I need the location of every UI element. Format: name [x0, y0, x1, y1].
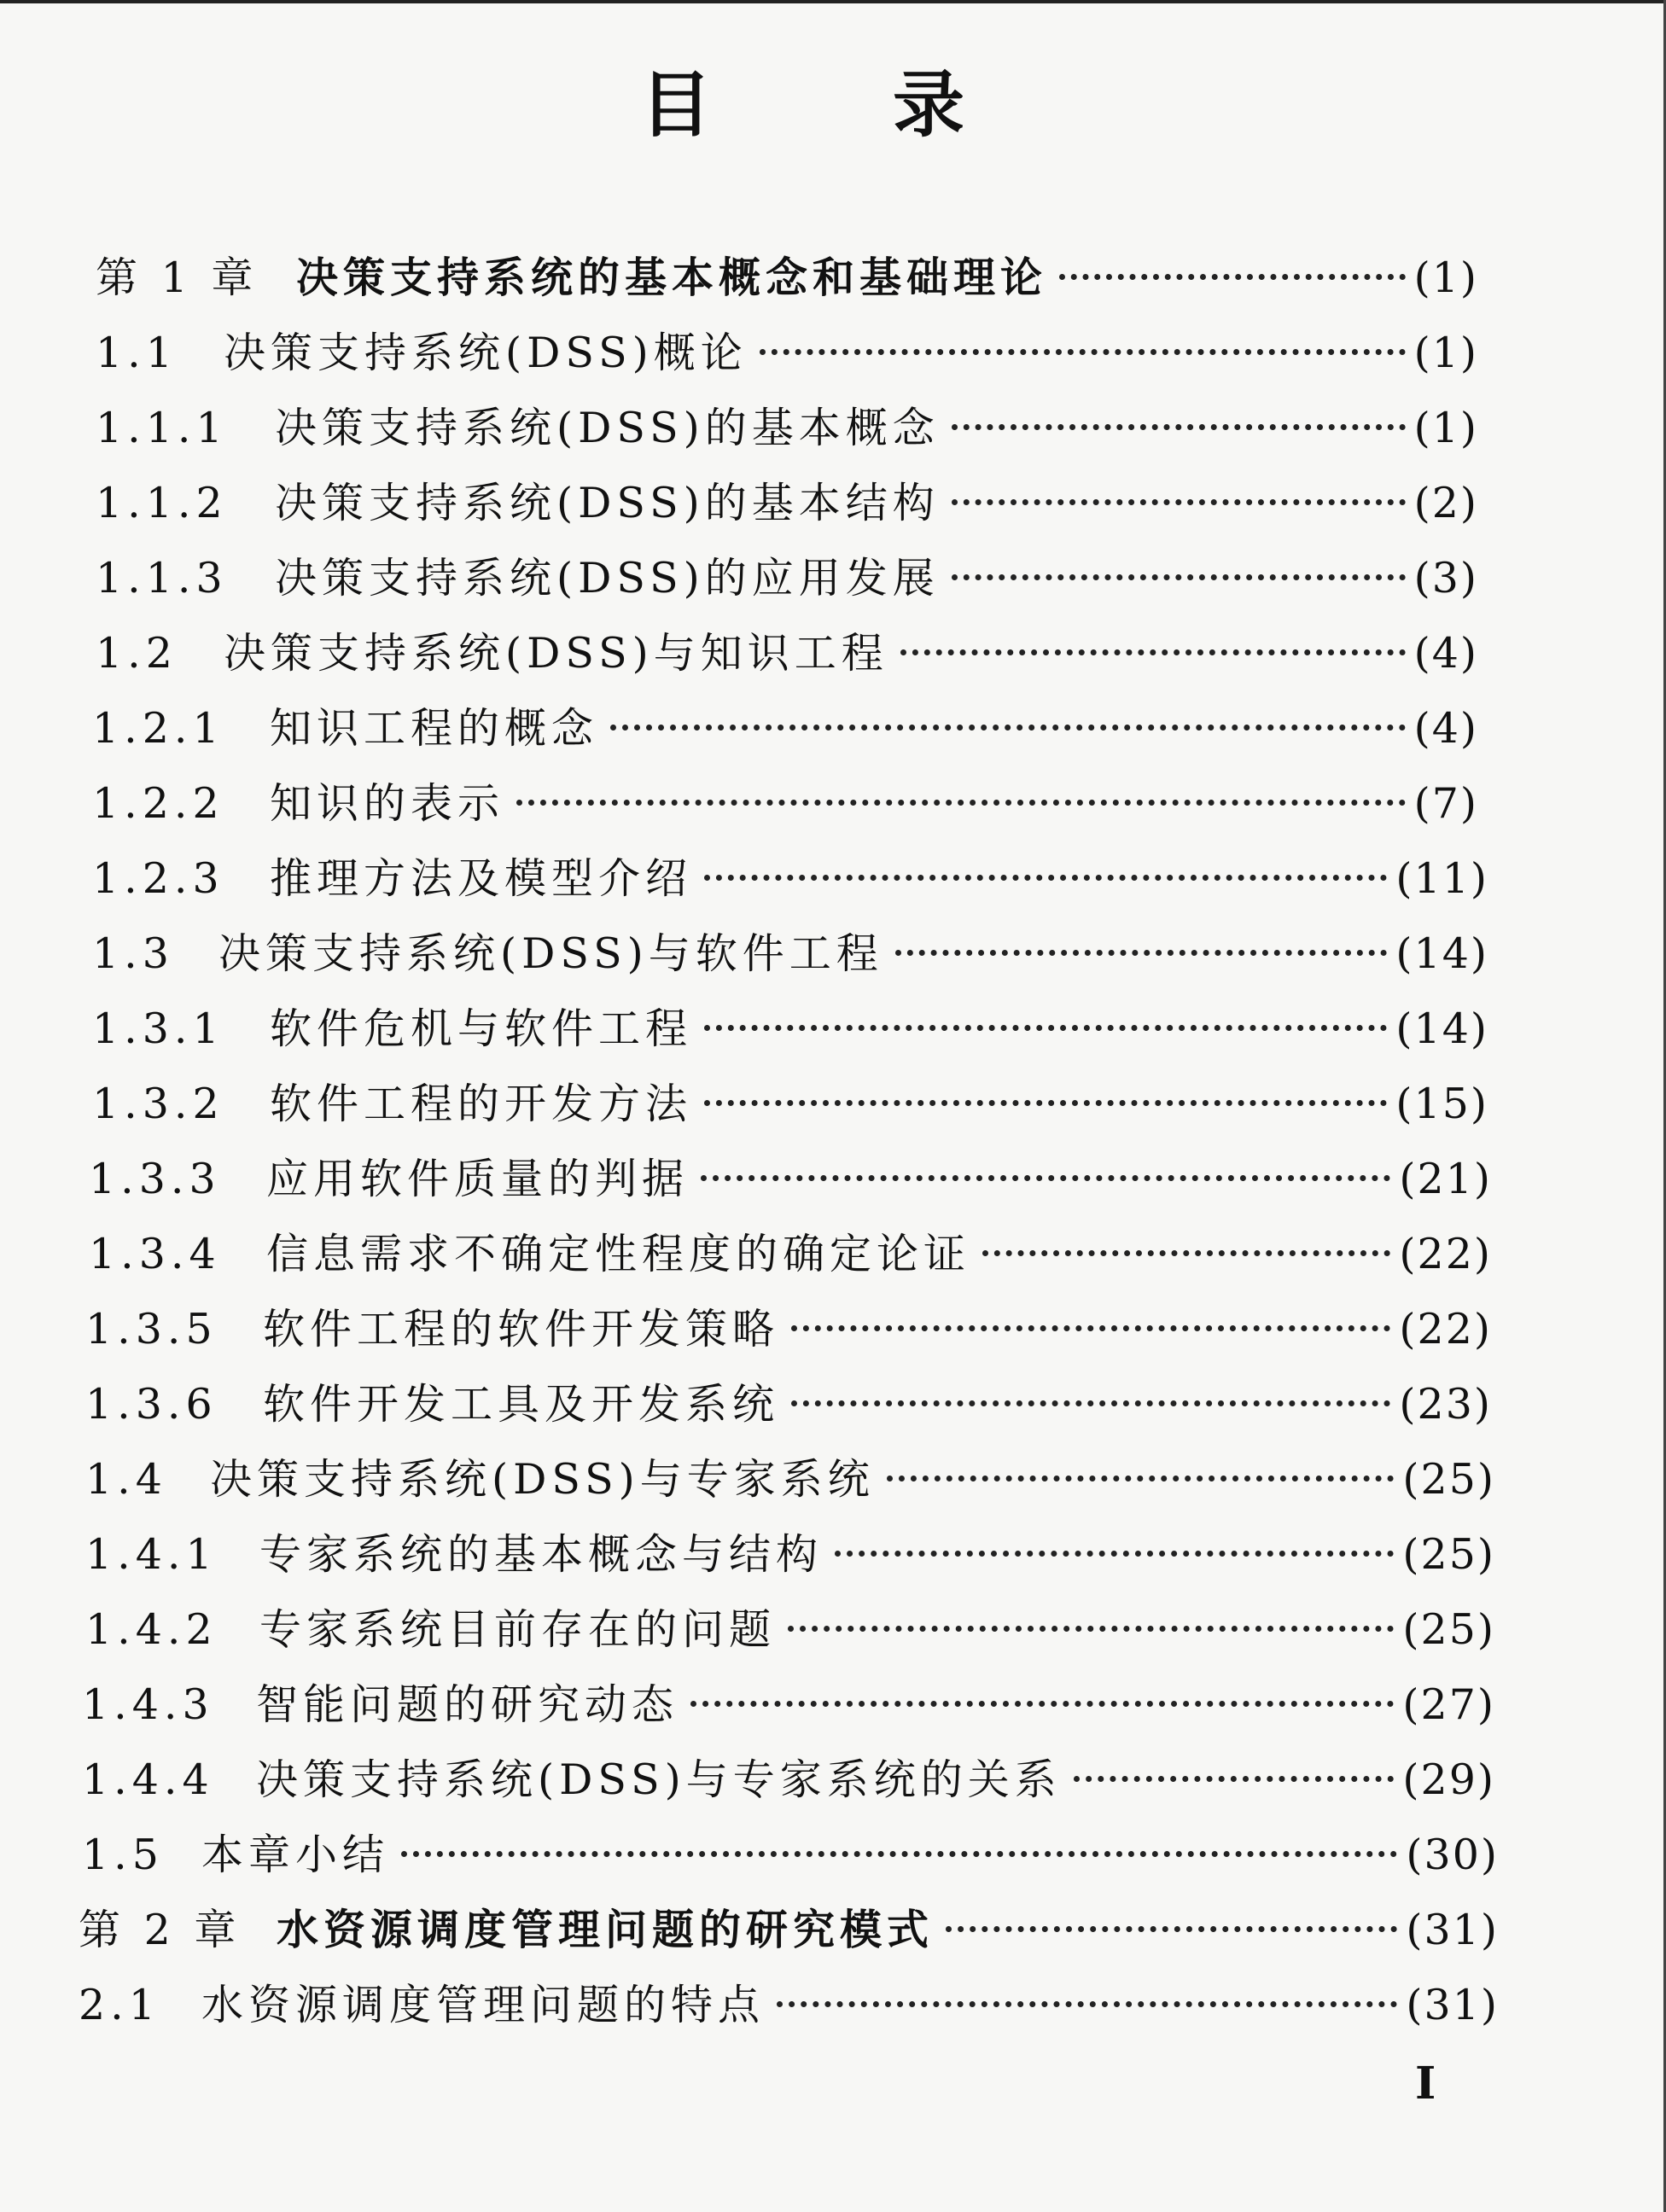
toc-entry-1-4	[85, 1449, 1495, 1511]
toc-entry-page: (31)	[1406, 1981, 1499, 2029]
toc-entry-page: (4)	[1413, 704, 1478, 753]
toc-leader-dots	[791, 1325, 1390, 1331]
toc-leader-dots	[610, 725, 1406, 731]
toc-entry-title: 决策支持系统的基本概念和基础理论	[296, 253, 1048, 302]
toc-entry-title: 决策支持系统(DSS)与软件工程	[218, 929, 883, 978]
toc-entry-title: 软件危机与软件工程	[270, 1004, 693, 1053]
toc-entry-number: 1.4.1	[85, 1530, 218, 1579]
toc-entry-title: 决策支持系统(DSS)的基本结构	[275, 479, 940, 527]
toc-entry-1-3-6	[85, 1374, 1492, 1435]
toc-entry-1-2-2	[92, 773, 1478, 835]
toc-leader-dots	[704, 875, 1387, 881]
toc-entry-1-3-5	[85, 1299, 1492, 1360]
toc-entry-number: 1.4.3	[82, 1680, 214, 1729]
toc-entry-page: (11)	[1395, 854, 1488, 903]
toc-entry-chapter-1	[96, 247, 1478, 309]
toc-entry-page: (1)	[1413, 329, 1478, 377]
toc-entry-1-3-4	[89, 1224, 1492, 1285]
toc-entry-page: (3)	[1413, 554, 1478, 602]
toc-entry-page: (30)	[1406, 1831, 1499, 1879]
toc-entry-title: 信息需求不确定性程度的确定论证	[266, 1230, 971, 1278]
toc-entry-number: 1.4.4	[82, 1755, 214, 1804]
toc-entry-title: 知识的表示	[270, 779, 505, 828]
toc-entry-page: (27)	[1402, 1680, 1495, 1729]
toc-entry-number: 1.3.5	[85, 1305, 218, 1353]
toc-entry-page: (2)	[1413, 479, 1478, 527]
toc-entry-page: (25)	[1402, 1455, 1495, 1504]
toc-leader-dots	[1074, 1776, 1395, 1782]
toc-leader-dots	[401, 1851, 1397, 1857]
toc-leader-dots	[946, 1926, 1397, 1932]
toc-leader-dots	[835, 1551, 1394, 1557]
toc-entry-number: 第 2 章	[79, 1906, 242, 1954]
title-char-1: 目	[640, 63, 713, 147]
toc-entry-1-2-1	[92, 698, 1478, 760]
toc-leader-dots	[982, 1250, 1390, 1256]
toc-entry-1-3-3	[89, 1149, 1492, 1210]
toc-entry-number: 1.3.3	[89, 1155, 221, 1203]
toc-entry-number: 1.1.1	[96, 404, 228, 452]
toc-entry-1-5	[82, 1825, 1499, 1886]
toc-entry-chapter-2	[79, 1900, 1499, 1961]
toc-entry-number: 1.1.2	[96, 479, 228, 527]
toc-entry-number: 1.3.1	[92, 1004, 224, 1053]
toc-leader-dots	[760, 349, 1406, 355]
toc-leader-dots	[704, 1025, 1387, 1031]
toc-entry-number: 1.3.6	[85, 1380, 218, 1429]
toc-leader-dots	[704, 1100, 1387, 1106]
toc-leader-dots	[701, 1175, 1390, 1181]
toc-entry-number: 1.2.3	[92, 854, 224, 903]
title-char-2: 录	[892, 63, 964, 147]
toc-entry-1-3-1	[92, 998, 1488, 1060]
toc-entry-title: 专家系统的基本概念与结构	[259, 1530, 824, 1579]
toc-entry-title: 决策支持系统(DSS)与专家系统的关系	[256, 1755, 1062, 1804]
toc-entry-page: (23)	[1399, 1380, 1492, 1429]
toc-entry-number: 1.2	[96, 629, 178, 678]
toc-entry-number: 1.4	[85, 1455, 167, 1504]
toc-leader-dots	[895, 950, 1388, 956]
toc-entry-1-2	[96, 623, 1478, 684]
toc-entry-number: 1.1	[96, 329, 178, 377]
toc-entry-number: 1.3.2	[92, 1080, 224, 1128]
toc-entry-page: (21)	[1399, 1155, 1492, 1203]
toc-entry-page: (14)	[1395, 929, 1488, 978]
toc-leader-dots	[690, 1701, 1394, 1707]
toc-entry-number: 1.2.1	[92, 704, 224, 753]
toc-entry-title: 软件工程的开发方法	[270, 1080, 693, 1128]
toc-leader-dots	[952, 499, 1406, 505]
toc-entry-page: (31)	[1406, 1906, 1499, 1954]
toc-entry-1-4-3	[82, 1674, 1495, 1736]
toc-leader-dots	[887, 1476, 1395, 1481]
toc-entry-title: 推理方法及模型介绍	[270, 854, 693, 903]
toc-leader-dots	[791, 1400, 1390, 1406]
toc-entry-page: (14)	[1395, 1004, 1488, 1053]
toc-entry-1-4-4	[82, 1749, 1495, 1811]
page-number: I	[1415, 2058, 1436, 2110]
toc-leader-dots	[516, 800, 1406, 806]
toc-entry-page: (4)	[1413, 629, 1478, 678]
toc-entry-title: 决策支持系统(DSS)概论	[224, 329, 748, 377]
toc-entry-page: (1)	[1413, 253, 1478, 302]
toc-entry-number: 2.1	[79, 1981, 160, 2029]
toc-leader-dots	[1059, 274, 1406, 280]
toc-entry-title: 决策支持系统(DSS)与知识工程	[224, 629, 888, 678]
toc-entry-number: 1.3.4	[89, 1230, 221, 1278]
toc-entry-1-3	[92, 923, 1488, 985]
toc-entry-page: (22)	[1399, 1305, 1492, 1353]
toc-entry-page: (22)	[1399, 1230, 1492, 1278]
toc-entry-title: 智能问题的研究动态	[256, 1680, 679, 1729]
toc-leader-dots	[777, 2001, 1397, 2007]
toc-entry-title: 水资源调度管理问题的研究模式	[277, 1906, 935, 1954]
toc-leader-dots	[900, 649, 1406, 655]
toc-entry-title: 软件工程的软件开发策略	[263, 1305, 780, 1353]
toc-leader-dots	[952, 574, 1406, 580]
toc-entry-number: 1.2.2	[92, 779, 224, 828]
toc-entry-page: (25)	[1402, 1530, 1495, 1579]
toc-leader-dots	[788, 1626, 1394, 1632]
toc-entry-number: 第 1 章	[96, 253, 259, 302]
toc-entry-page: (1)	[1413, 404, 1478, 452]
toc-entry-number: 1.1.3	[96, 554, 228, 602]
toc-entry-title: 决策支持系统(DSS)的应用发展	[275, 554, 940, 602]
toc-entry-title: 知识工程的概念	[270, 704, 599, 753]
toc-entry-1-3-2	[92, 1074, 1488, 1135]
toc-entry-page: (15)	[1395, 1080, 1488, 1128]
toc-entry-title: 决策支持系统(DSS)与专家系统	[210, 1455, 875, 1504]
toc-entry-title: 软件开发工具及开发系统	[263, 1380, 780, 1429]
toc-entry-2-1	[79, 1975, 1499, 2036]
toc-entry-1-4-2	[85, 1599, 1495, 1661]
toc-entry-number: 1.3	[92, 929, 174, 978]
toc-entry-1-1-2	[96, 473, 1478, 534]
toc-entry-title: 水资源调度管理问题的特点	[201, 1981, 766, 2029]
toc-entry-1-1-3	[96, 548, 1478, 609]
toc-leader-dots	[952, 424, 1406, 430]
toc-entry-number: 1.5	[82, 1831, 164, 1879]
toc-entry-title: 决策支持系统(DSS)的基本概念	[275, 404, 940, 452]
toc-entry-1-4-1	[85, 1524, 1495, 1586]
toc-entry-number: 1.4.2	[85, 1605, 218, 1654]
toc-entry-1-1	[96, 323, 1478, 384]
toc-entry-1-2-3	[92, 848, 1488, 910]
toc-entry-title: 专家系统目前存在的问题	[259, 1605, 777, 1654]
toc-entry-1-1-1	[96, 398, 1478, 459]
toc-entry-page: (29)	[1402, 1755, 1495, 1804]
toc-entry-title: 应用软件质量的判据	[266, 1155, 690, 1203]
toc-entry-page: (25)	[1402, 1605, 1495, 1654]
toc-entry-title: 本章小结	[201, 1831, 390, 1879]
toc-entry-page: (7)	[1413, 779, 1478, 828]
